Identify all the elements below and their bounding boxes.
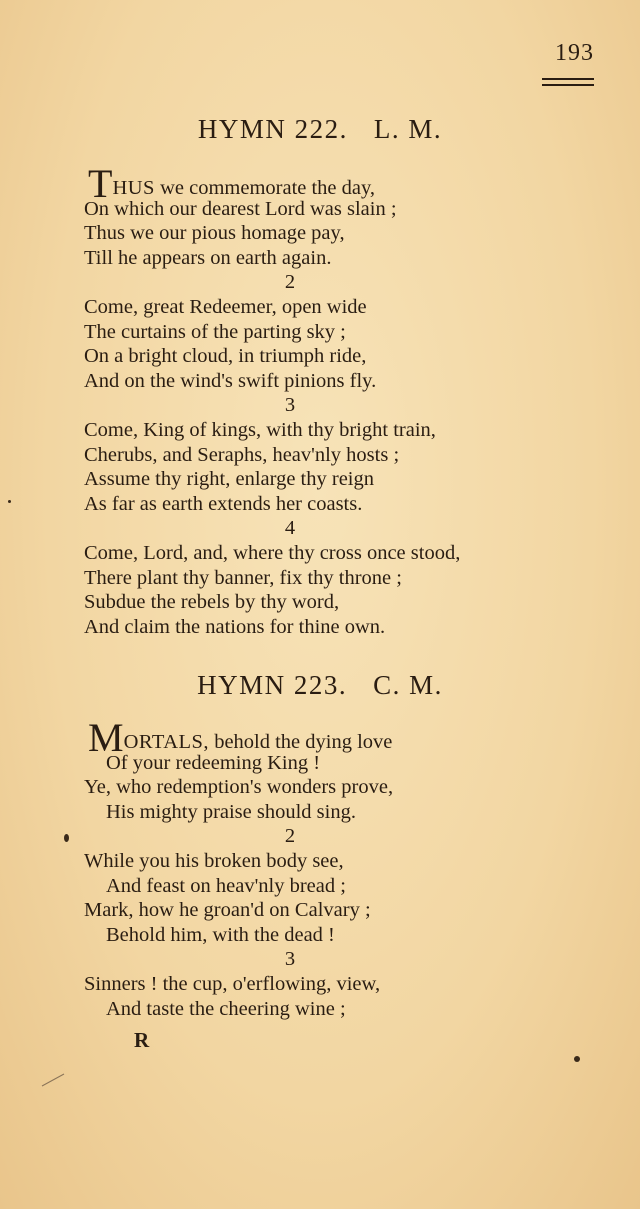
verse-line: And taste the cheering wine ; xyxy=(106,997,346,1020)
verse-line: And feast on heav'nly bread ; xyxy=(106,874,346,897)
verse-number: 4 xyxy=(284,517,296,540)
verse-line: There plant thy banner, fix thy throne ; xyxy=(84,566,402,589)
header-rule xyxy=(542,78,594,80)
verse-line: MORTALS, behold the dying love xyxy=(88,715,393,760)
verse-line: Subdue the rebels by thy word, xyxy=(84,591,340,614)
verse-line: While you his broken body see, xyxy=(84,849,344,872)
verse-line: Cherubs, and Seraphs, heav'nly hosts ; xyxy=(84,443,400,466)
hymn-222-text xyxy=(84,161,584,639)
verse-line: Mark, how he groan'd on Calvary ; xyxy=(84,899,371,922)
verse-line: Thus we our pious homage pay, xyxy=(84,222,345,245)
verse-line: Of your redeeming King ! xyxy=(106,751,321,774)
ink-speck xyxy=(8,500,11,503)
verse-line: And on the wind's swift pinions fly. xyxy=(84,369,377,392)
verse-number: 3 xyxy=(284,948,296,971)
drop-cap: T xyxy=(88,161,113,206)
verse-number: 2 xyxy=(284,825,296,848)
page-number: 193 xyxy=(555,40,594,66)
verse-line: And claim the nations for thine own. xyxy=(84,615,386,638)
verse-line: Sinners ! the cup, o'erflowing, view, xyxy=(84,972,381,995)
hymn-meter: C. M. xyxy=(373,670,443,700)
verse-line: Come, great Redeemer, open wide xyxy=(84,295,367,318)
hymn-number: HYMN 222. xyxy=(197,114,348,144)
verse-line: Behold him, with the dead ! xyxy=(106,923,335,946)
ink-speck xyxy=(64,834,69,842)
verse-line: His mighty praise should sing. xyxy=(106,800,356,823)
verse-line: Come, King of kings, with thy bright train, xyxy=(84,418,436,441)
verse-line: THUS we commemorate the day, xyxy=(88,161,376,206)
verse-line: The curtains of the parting sky ; xyxy=(84,320,346,343)
verse-number: 3 xyxy=(284,394,296,417)
verse-line: Ye, who redemption's wonders prove, xyxy=(84,776,394,799)
verse-line: Assume thy right, enlarge thy reign xyxy=(84,468,374,491)
verse-line: Come, Lord, and, where thy cross once stood, xyxy=(84,541,461,564)
hymn-number: HYMN 223. xyxy=(197,670,348,700)
ink-speck xyxy=(574,1056,580,1062)
verse-line: On which our dearest Lord was slain ; xyxy=(84,197,397,220)
verse-number: 2 xyxy=(284,271,296,294)
verse-line: On a bright cloud, in triumph ride, xyxy=(84,345,367,368)
signature-mark: R xyxy=(134,1028,150,1052)
hymn-title xyxy=(0,114,640,145)
hymn-223-text xyxy=(84,715,584,1021)
hymn-title xyxy=(0,670,640,701)
header-rule xyxy=(542,84,594,86)
verse-line: Till he appears on earth again. xyxy=(84,246,332,269)
verse-line: As far as earth extends her coasts. xyxy=(84,492,363,515)
pencil-mark xyxy=(40,1070,68,1088)
drop-cap: M xyxy=(88,715,124,760)
hymn-meter: L. M. xyxy=(373,114,443,144)
